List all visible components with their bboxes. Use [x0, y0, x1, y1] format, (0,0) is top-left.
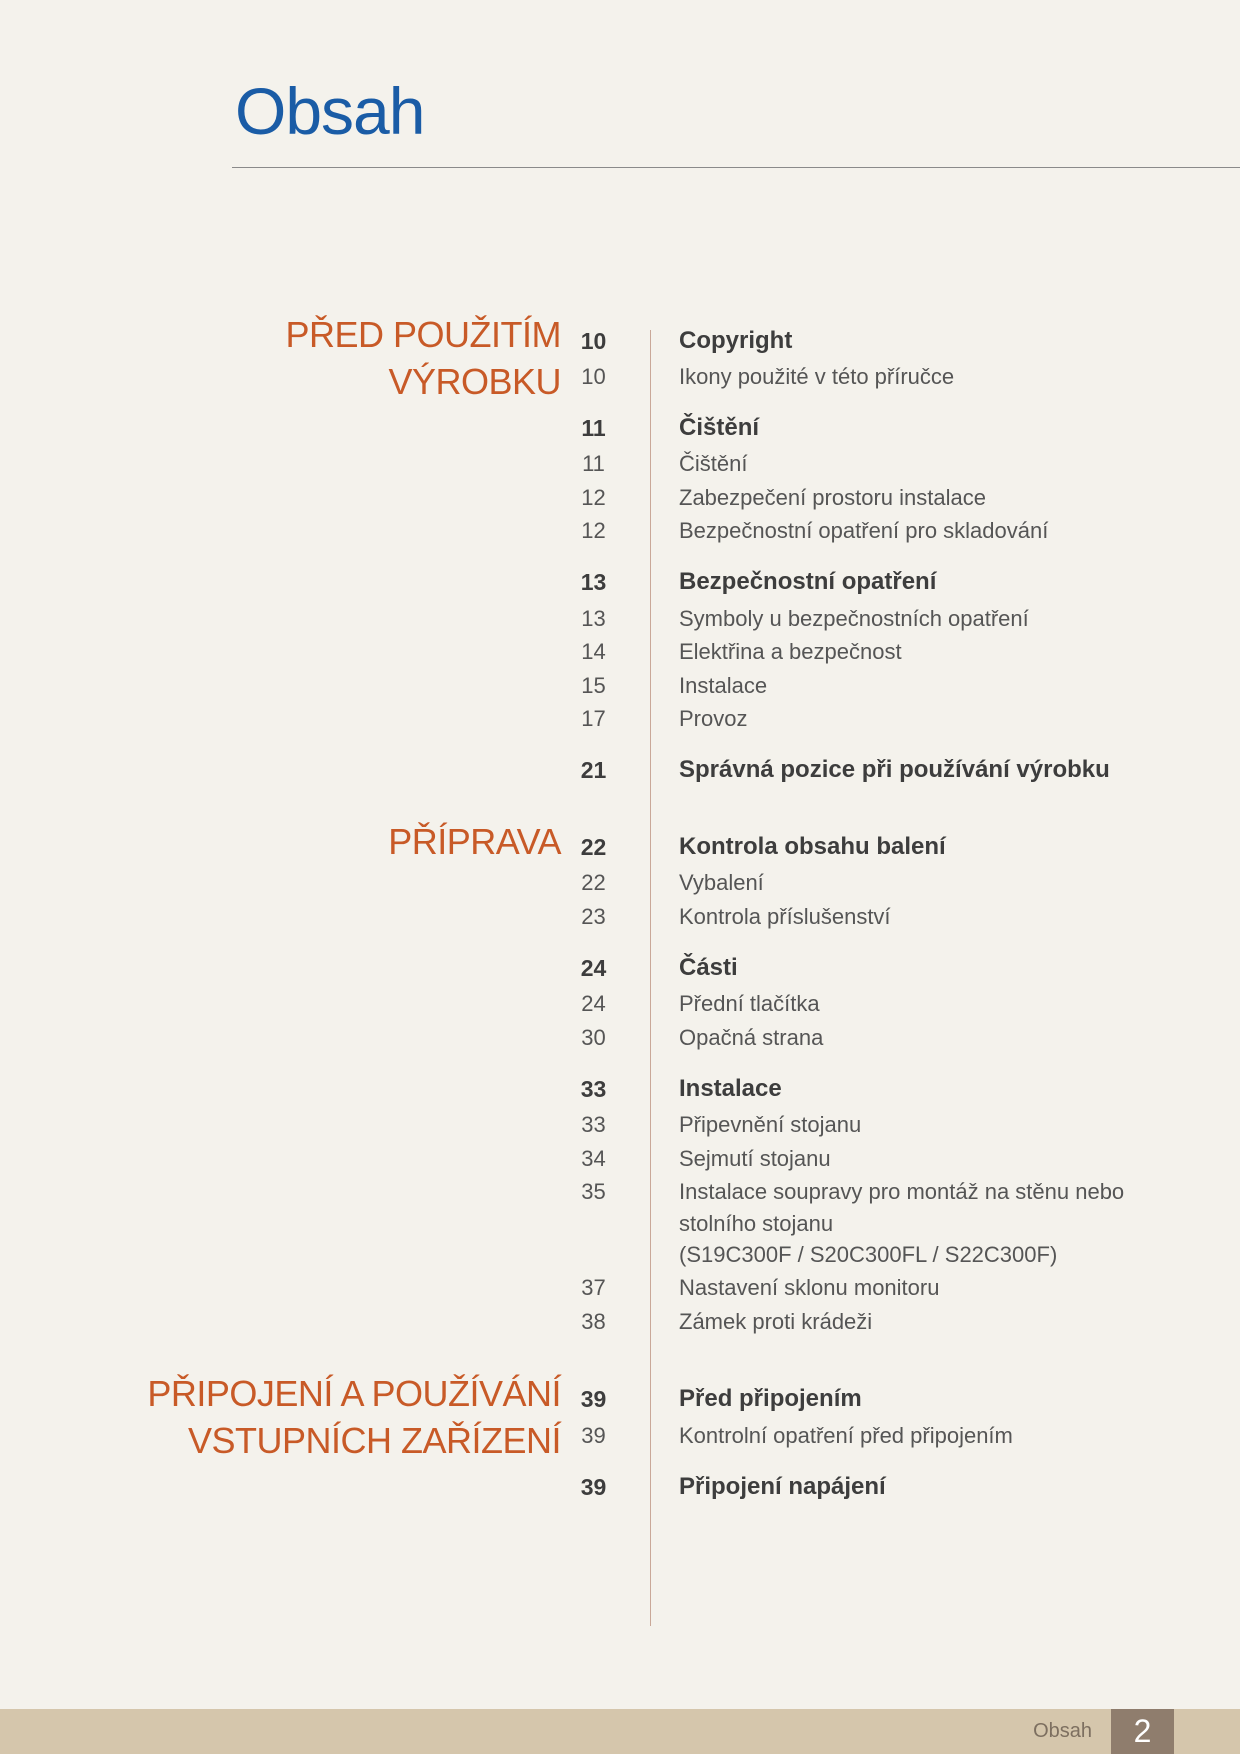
- toc-section-entry[interactable]: [0, 952, 1240, 984]
- footer-section-label: Obsah: [1033, 1720, 1092, 1742]
- toc-section-entry[interactable]: [0, 754, 1240, 786]
- toc-entry-label: Elektřina a bezpečnost: [679, 639, 902, 664]
- toc-entry-label: Přední tlačítka: [679, 991, 820, 1016]
- toc-page-number: 12: [581, 485, 606, 510]
- toc-entry-label: Zámek proti krádeži: [679, 1309, 873, 1334]
- toc-page-number: 13: [581, 606, 606, 631]
- toc-page-number: 39: [580, 1386, 607, 1412]
- toc-section-entry[interactable]: [0, 1383, 1240, 1415]
- toc-section-entry[interactable]: [0, 412, 1240, 444]
- toc-page-number: 21: [580, 757, 607, 783]
- toc-entry-label: Čištění: [679, 451, 748, 476]
- toc-page-number: 14: [581, 639, 606, 664]
- toc-entry-label: Copyright: [679, 327, 793, 354]
- toc-entry-label: Vybalení: [679, 870, 764, 895]
- toc-page-number: 24: [581, 991, 606, 1016]
- toc-entry-label: (S19C300F / S20C300FL / S22C300F): [679, 1242, 1058, 1267]
- toc-subsection-entry[interactable]: [0, 1176, 1240, 1208]
- toc-entry-label: Kontrola obsahu balení: [679, 833, 946, 860]
- toc-entry-label: Sejmutí stojanu: [679, 1146, 831, 1171]
- toc-page-number: 39: [581, 1423, 606, 1448]
- toc-subsection-entry[interactable]: [0, 1420, 1240, 1452]
- toc-page-number: 10: [580, 328, 607, 354]
- toc-section-entry[interactable]: [0, 566, 1240, 598]
- toc-page-number: 33: [581, 1112, 606, 1137]
- toc-subsection-entry-continued: [0, 1208, 1240, 1240]
- toc-entry-label: Bezpečnostní opatření pro skladování: [679, 518, 1049, 543]
- toc-page-number: 13: [580, 569, 607, 595]
- chapter-heading-line: VÝROBKU: [388, 361, 561, 402]
- toc-page-number: 22: [580, 834, 607, 860]
- toc-page-number: 11: [581, 415, 606, 441]
- toc-section-entry[interactable]: [0, 1073, 1240, 1105]
- toc-subsection-entry[interactable]: [0, 1022, 1240, 1054]
- toc-page-number: 11: [582, 451, 605, 476]
- toc-page-number: 35: [581, 1179, 606, 1204]
- toc-subsection-entry[interactable]: [0, 1109, 1240, 1141]
- toc-section-entry[interactable]: [0, 325, 1240, 357]
- toc-entry-label: Opačná strana: [679, 1025, 824, 1050]
- toc-page-number: 12: [581, 518, 606, 543]
- toc-page-number: 38: [581, 1309, 606, 1334]
- footer-page-number: 2: [1111, 1709, 1174, 1754]
- toc-entry-label: stolního stojanu: [679, 1211, 834, 1236]
- toc-subsection-entry[interactable]: [0, 670, 1240, 702]
- toc-entry-label: Kontrolní opatření před připojením: [679, 1423, 1013, 1448]
- toc-subsection-entry[interactable]: [0, 867, 1240, 899]
- toc-subsection-entry[interactable]: [0, 482, 1240, 514]
- toc-subsection-entry[interactable]: [0, 901, 1240, 933]
- toc-entry-label: Nastavení sklonu monitoru: [679, 1275, 940, 1300]
- toc-subsection-entry[interactable]: [0, 636, 1240, 668]
- page-title: Obsah: [235, 74, 425, 148]
- chapter-heading-line: PŘED POUŽITÍM: [285, 314, 561, 355]
- toc-page-number: 22: [581, 870, 606, 895]
- toc-page-number: 37: [581, 1275, 606, 1300]
- toc-section-entry[interactable]: [0, 1471, 1240, 1503]
- toc-section-entry[interactable]: [0, 831, 1240, 863]
- toc-page-number: 17: [581, 706, 606, 731]
- toc-entry-label: Ikony použité v této příručce: [679, 364, 955, 389]
- toc-subsection-entry[interactable]: [0, 1143, 1240, 1175]
- toc-entry-label: Čištění: [679, 414, 760, 441]
- chapter-heading-line: VSTUPNÍCH ZAŘÍZENÍ: [187, 1420, 561, 1461]
- toc-entry-label: Instalace: [679, 673, 768, 698]
- toc-page-number: 23: [581, 904, 606, 929]
- toc-subsection-entry-continued: [0, 1239, 1240, 1271]
- title-divider: [232, 167, 1240, 168]
- toc-page-number: 24: [580, 955, 607, 981]
- toc-entry-label: Připevnění stojanu: [679, 1112, 862, 1137]
- toc-subsection-entry[interactable]: [0, 448, 1240, 480]
- toc-entry-label: Provoz: [679, 706, 748, 731]
- toc-entry-label: Instalace: [679, 1075, 782, 1102]
- chapter-heading-line: PŘIPOJENÍ A POUŽÍVÁNÍ: [147, 1373, 561, 1414]
- toc-entry-label: Kontrola příslušenství: [679, 904, 891, 929]
- toc-page-number: 30: [581, 1025, 606, 1050]
- chapter-heading-line: PŘÍPRAVA: [388, 821, 561, 862]
- toc-page-number: 39: [580, 1474, 607, 1500]
- toc-subsection-entry[interactable]: [0, 603, 1240, 635]
- toc-entry-label: Zabezpečení prostoru instalace: [679, 485, 986, 510]
- toc-entry-label: Bezpečnostní opatření: [679, 568, 937, 595]
- toc-subsection-entry[interactable]: [0, 988, 1240, 1020]
- toc-entry-label: Před připojením: [679, 1385, 862, 1412]
- toc-page-number: 10: [581, 364, 606, 389]
- toc-entry-label: Symboly u bezpečnostních opatření: [679, 606, 1029, 631]
- toc-subsection-entry[interactable]: [0, 703, 1240, 735]
- toc-page-number: 15: [581, 673, 606, 698]
- toc-page-number: 33: [580, 1076, 607, 1102]
- toc-page-number: 34: [581, 1146, 606, 1171]
- toc-subsection-entry[interactable]: [0, 361, 1240, 393]
- toc-subsection-entry[interactable]: [0, 1272, 1240, 1304]
- toc-entry-label: Části: [679, 954, 738, 981]
- toc-subsection-entry[interactable]: [0, 1306, 1240, 1338]
- toc-entry-label: Připojení napájení: [679, 1473, 886, 1500]
- toc-subsection-entry[interactable]: [0, 515, 1240, 547]
- toc-entry-label: Správná pozice při používání výrobku: [679, 756, 1110, 783]
- toc-entry-label: Instalace soupravy pro montáž na stěnu nebo: [679, 1179, 1125, 1204]
